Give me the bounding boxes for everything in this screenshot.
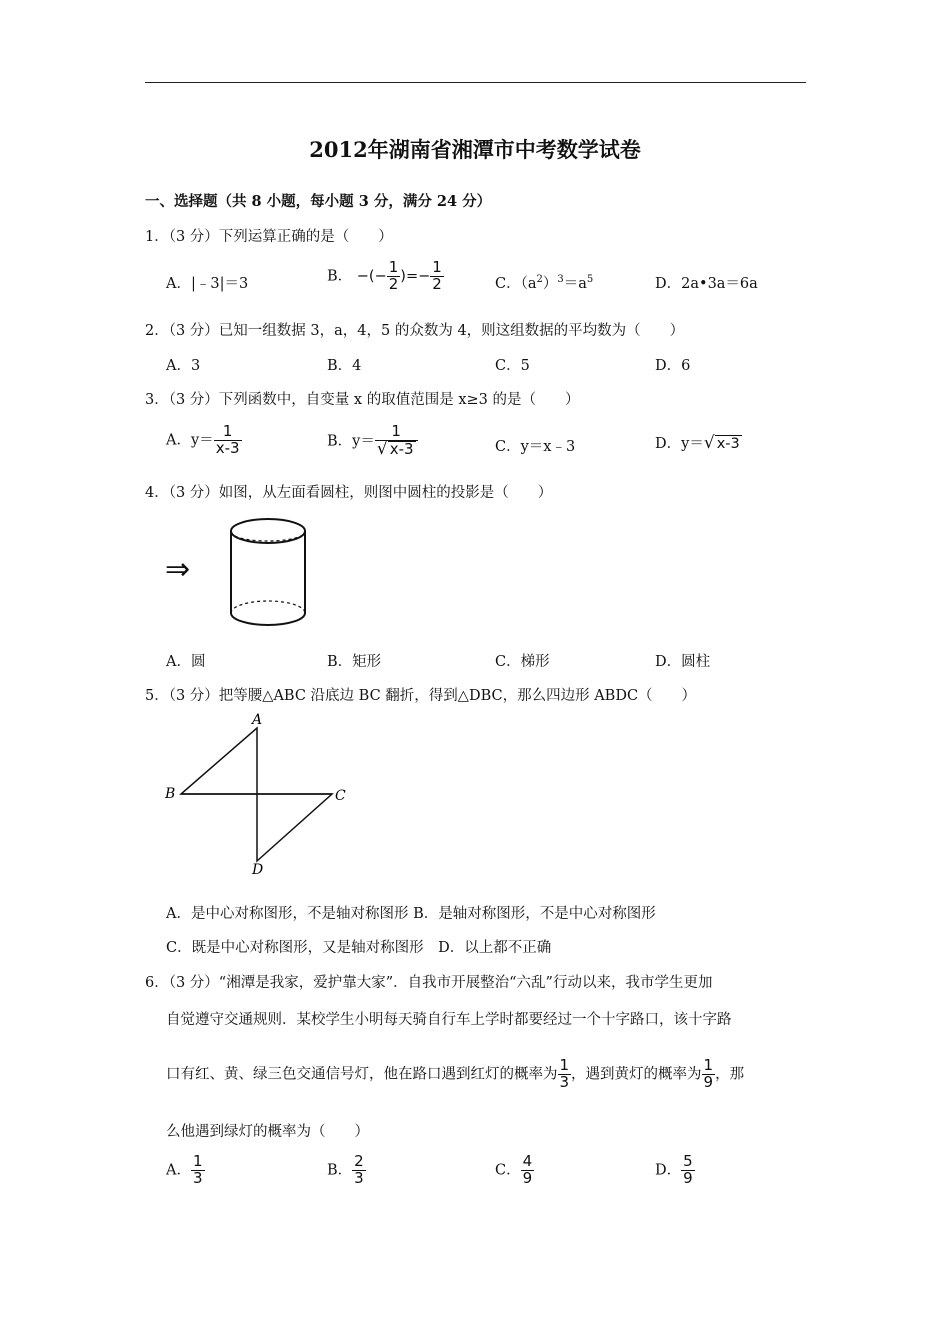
projection-arrow-icon: ⇒	[165, 552, 191, 587]
fraction: $\frac{4}{9}$	[522, 1152, 533, 1187]
question-4-stem: 4．（3 分）如图，从左面看圆柱，则图中圆柱的投影是（ ）	[145, 485, 553, 501]
question-3-stem: 3．（3 分）下列函数中，自变量 x 的取值范围是 x≥3 的是（ ）	[145, 392, 580, 408]
q1-option-c[interactable]: C．$(a^2)^3=a^5$	[495, 274, 594, 292]
q6-option-c[interactable]: C． $\frac{4}{9}$	[495, 1152, 533, 1187]
section-heading: 一、选择题（共 8 小题，每小题 3 分，满分 24 分）	[145, 193, 492, 210]
q4-option-d[interactable]: D．圆柱	[655, 654, 711, 670]
question-6-line-1: 6．（3 分）“湘潭是我家，爱护靠大家”．自我市开展整治“六乱”行动以来，我市学生更加	[145, 975, 713, 991]
radical-icon: √	[703, 433, 715, 453]
q4-option-a[interactable]: A．圆	[166, 654, 206, 670]
question-2-stem: 2．（3 分）已知一组数据 3，a，4，5 的众数为 4，则这组数据的平均数为（ ）	[145, 323, 685, 339]
fraction: $\frac{2}{3}$	[354, 1152, 364, 1187]
q5-options-cd[interactable]: C．既是中心对称图形，又是轴对称图形 D．以上都不正确	[166, 940, 552, 956]
fraction: $\frac{1}{2}$	[432, 258, 442, 293]
vertex-label-b: B	[165, 786, 176, 802]
fraction: $\frac{1}{2}$	[388, 258, 399, 293]
q6-option-a[interactable]: A． $\frac{1}{3}$	[166, 1152, 203, 1187]
q6-option-d[interactable]: D． $\frac{5}{9}$	[655, 1152, 693, 1187]
vertex-label-a: A	[252, 712, 263, 728]
q6-option-b[interactable]: B． $\frac{2}{3}$	[327, 1152, 364, 1187]
q3-option-a[interactable]: A．y＝ $\frac{1}{x-3}$	[166, 422, 240, 457]
q4-option-b[interactable]: B．矩形	[327, 654, 382, 670]
q1-option-d[interactable]: D．2a•3a＝6a	[655, 276, 758, 292]
radical-icon: √	[376, 438, 388, 459]
question-6-line-2: 自觉遵守交通规则．某校学生小明每天骑自行车上学时都要经过一个十字路口，该十字路	[166, 1012, 732, 1028]
vertex-label-c: C	[335, 788, 346, 804]
question-6-line-3: 口有红、黄、绿三色交通信号灯，他在路口遇到红灯的概率为 $\frac{1}{3}$ ，遇到黄灯的概率为 $\frac{1}{9}$ ，那	[166, 1056, 745, 1091]
question-6-line-4: 么他遇到绿灯的概率为（ ）	[166, 1124, 369, 1140]
q2-option-a[interactable]: A．3	[166, 358, 201, 374]
page-title: 2012年湖南省湘潭市中考数学试卷	[309, 137, 641, 162]
q3-option-d[interactable]: D．y＝√ x-3	[655, 433, 740, 453]
q3-option-b[interactable]: B．y＝ $\frac{1}{√ x-3}$	[327, 424, 418, 459]
q2-option-b[interactable]: B．4	[327, 358, 362, 374]
vertex-label-d: D	[252, 862, 264, 878]
rhombus-figure	[160, 708, 360, 878]
fraction: $\frac{1}{3}$	[192, 1152, 203, 1187]
q3-option-c[interactable]: C．y＝x﹣3	[495, 439, 576, 455]
header-rule	[145, 82, 806, 83]
fraction: $\frac{1}{9}$	[703, 1056, 714, 1091]
fraction: $\frac{1}{3}$	[559, 1056, 570, 1091]
question-5-stem: 5．（3 分）把等腰△ABC 沿底边 BC 翻折，得到△DBC，那么四边形 ABDC（ ）	[145, 688, 697, 704]
q5-options-ab[interactable]: A．是中心对称图形，不是轴对称图形 B．是轴对称图形，不是中心对称图形	[166, 906, 656, 922]
q4-option-c[interactable]: C．梯形	[495, 654, 550, 670]
fraction: $\frac{5}{9}$	[683, 1152, 693, 1187]
q1-option-a[interactable]: A．|﹣3|＝3	[166, 276, 249, 292]
q1-option-b[interactable]: B． −(− $\frac{1}{2}$ )=− $\frac{1}{2}$	[327, 258, 442, 293]
q2-option-c[interactable]: C．5	[495, 358, 530, 374]
q2-option-d[interactable]: D．6	[655, 358, 691, 374]
question-1-stem: 1．（3 分）下列运算正确的是（ ）	[145, 229, 393, 245]
fraction: $\frac{1}{x-3}$	[215, 422, 240, 457]
fraction: $\frac{1}{√ x-3}$	[375, 424, 418, 459]
cylinder-figure	[222, 512, 314, 632]
